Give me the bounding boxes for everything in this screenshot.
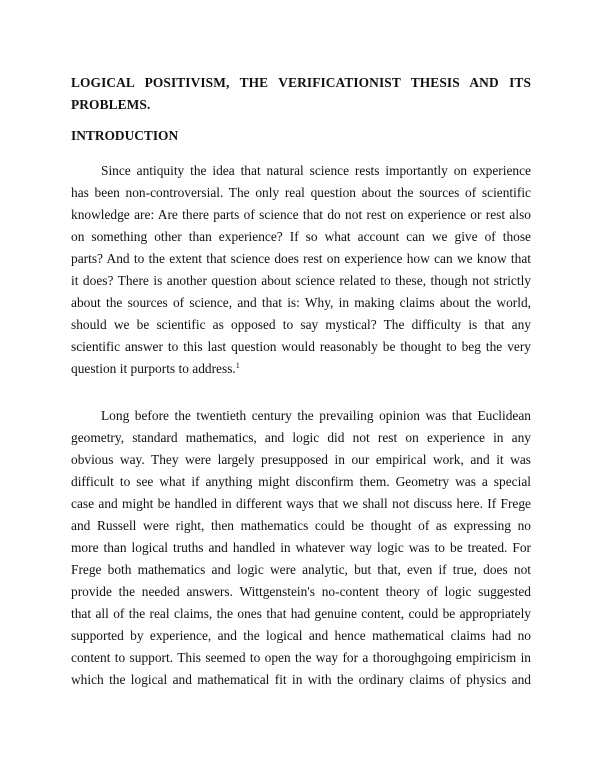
paragraph-1 (71, 160, 531, 380)
paragraph-line: difficult to see what if anything might disconfirm them. Geometry was a special (71, 474, 531, 489)
paragraph-2 (71, 405, 531, 691)
paragraph-line: should we be scientific as opposed to say mystical? The difficulty is that any (71, 317, 531, 332)
paragraph-line: geometry, standard mathematics, and logic did not rest on experience in any (71, 430, 531, 445)
paragraph-line: Since antiquity the idea that natural science rests importantly on experience (101, 163, 531, 178)
paragraph-line: has been non-controversial. The only real question about the sources of scientific (71, 185, 531, 200)
paragraph-line: about the sources of science, and that is: Why, in making claims about the world, (71, 295, 531, 310)
paragraph-line: on something other than experience? If so what account can we give of those (71, 229, 531, 244)
paragraph-line: it does? There is another question about science related to these, though not strictly (71, 273, 531, 288)
paragraph-line: that all of the real claims, the ones that had genuine content, could be appropriately (71, 606, 531, 621)
paragraph-line-text: question it purports to address. (71, 361, 236, 376)
paragraph-line: parts? And to the extent that science does rest on experience how can we know that (71, 251, 531, 266)
paragraph-line: which the logical and mathematical fit in with the ordinary claims of physics and (71, 672, 531, 687)
paragraph-line (71, 358, 531, 380)
footnote-marker[interactable]: 1 (235, 361, 240, 370)
paragraph-line: obvious way. They were largely presupposed in our empirical work, and it was (71, 452, 531, 467)
paragraph-line: content to support. This seemed to open the way for a thoroughgoing empiricism in (71, 650, 531, 665)
paragraph-line: more than logical truths and handled in whatever way logic was to be treated. For (71, 540, 531, 555)
paragraph-line: knowledge are: Are there parts of science that do not rest on experience or rest also (71, 207, 531, 222)
paragraph-line: case and might be handled in different ways that we shall not discuss here. If Frege (71, 496, 531, 511)
paragraph-line: and Russell were right, then mathematics could be thought of as expressing no (71, 518, 531, 533)
paragraph-line: scientific answer to this last question would reasonably be thought to beg the very (71, 339, 531, 354)
document-title (71, 72, 531, 116)
paragraph-line: provide the needed answers. Wittgenstein's no-content theory of logic suggested (71, 584, 531, 599)
paragraph-line: Frege both mathematics and logic were analytic, but that, even if true, does not (71, 562, 531, 577)
section-heading: INTRODUCTION (71, 128, 179, 143)
title-line: PROBLEMS. (71, 97, 151, 112)
paragraph-line: Long before the twentieth century the prevailing opinion was that Euclidean (101, 408, 531, 423)
paragraph-line: supported by experience, and the logical and hence mathematical claims had no (71, 628, 531, 643)
title-line: LOGICAL POSITIVISM, THE VERIFICATIONIST THESIS AND ITS (71, 75, 531, 90)
